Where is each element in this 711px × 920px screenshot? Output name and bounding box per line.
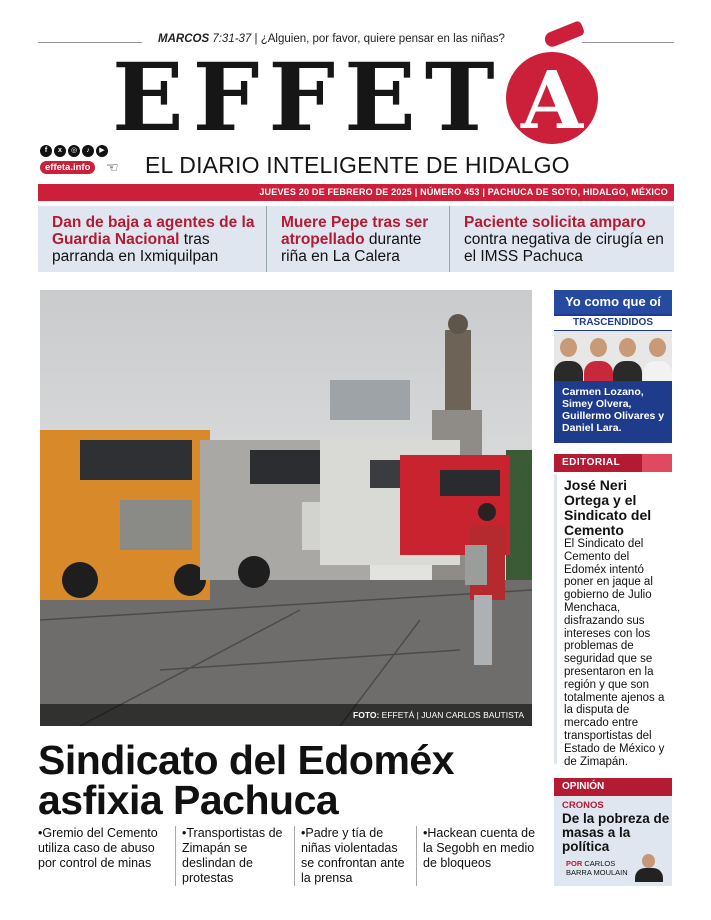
headline-link[interactable]: Muere Pepe tras ser atropellado durante riña en La Calera [266,206,449,272]
bullet-item: •Padre y tía de niñas violentadas se confrontan ante la prensa [294,826,416,886]
top-headlines [38,206,674,272]
section-label: EDITORIAL [554,454,672,472]
names-list: Carmen Lozano, Simey Olvera, Guillermo Olivares y Daniel Lara. [562,386,665,434]
portrait [584,331,614,381]
author-byline: POR CARLOS BARRA MOULAIN [566,859,628,877]
portrait [643,331,673,381]
portrait [554,331,584,381]
instagram-icon[interactable]: ◎ [68,145,80,157]
divider [554,474,557,764]
avatar [632,852,666,882]
opinion-box[interactable] [554,778,672,886]
bullet-item: •Gremio del Cemento utiliza caso de abuso por control de minas [38,826,158,870]
opinion-title: De la pobreza de masas a la política [562,811,670,854]
website-link[interactable]: effeta.info [40,161,95,174]
column-name: CRONOS [562,800,604,811]
lead-photo[interactable] [40,290,532,726]
divider [582,42,674,43]
editorial-title: José Neri Ortega y el Sindicato del Cemento [564,477,652,538]
main-headline[interactable]: Sindicato del Edoméx asfixia Pachuca [38,737,455,823]
headline-link[interactable]: Paciente solicita amparo contra negativa de cirugía en el IMSS Pachuca [449,206,674,272]
headline-bullets [38,826,543,886]
photo-credit: FOTO: EFFETÁ | JUAN CARLOS BAUTISTA [40,704,532,726]
box-title: Yo como que oí [554,290,672,314]
masthead-logo[interactable] [112,43,592,153]
editorial-box[interactable] [554,454,672,766]
bullet-item: •Hackean cuenta de la Segobh en medio de bloqueos [416,826,542,886]
trascendidos-box[interactable] [554,290,672,443]
portrait-strip [554,331,672,381]
headline-link[interactable]: Dan de baja a agentes de la Guardia Nacional tras parranda en Ixmiquilpan [52,214,255,265]
pointer-hand-icon: ☜ [106,159,119,175]
facebook-icon[interactable]: f [40,145,52,157]
logo-wordmark: EFFET [112,43,504,153]
bullet-item: •Transportistas de Zimapán se deslindan de protestas [175,826,294,886]
section-label: OPINIÓN [554,778,672,796]
dateline-bar: JUEVES 20 DE FEBRERO DE 2025 | NÚMERO 453 | PACHUCA DE SOTO, HIDALGO, MÉXICO [38,184,674,201]
tagline: EL DIARIO INTELIGENTE DE HIDALGO [145,152,570,178]
editorial-body: El Sindicato del Cemento del Edoméx intentó poner en jaque al gobierno de Julio Menchaca, disfrazando sus intereses con los problemas de seguridad que se presentaron en la región y que son totalmente ajenos a la disputa de mercado entre transportistas del Estado de México y de Zimapán. [564,538,665,768]
portrait [613,331,643,381]
tiktok-icon[interactable]: ♪ [82,145,94,157]
x-icon[interactable]: x [54,145,66,157]
youtube-icon[interactable]: ▶ [96,145,108,157]
section-label: TRASCENDIDOS [554,316,672,330]
logo-badge: A [506,52,598,144]
social-links [40,145,119,175]
verse-text: MARCOS 7:31-37 | ¿Alguien, por favor, quiere pensar en las niñas? [158,33,505,45]
trucks-photo-illustration [40,290,532,726]
